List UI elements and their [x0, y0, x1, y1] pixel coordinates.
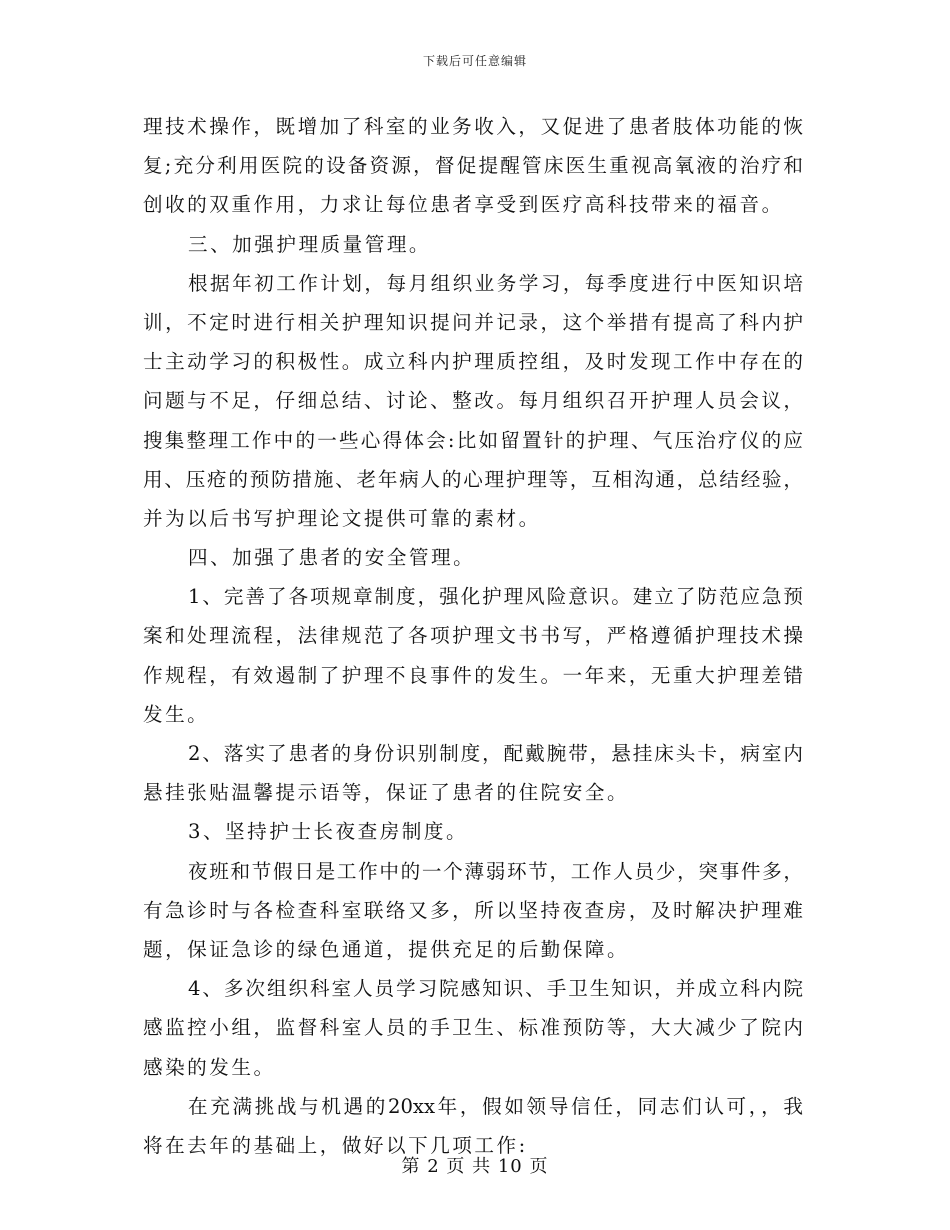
- text-line: 感监控小组，监督科室人员的手卫生、标准预防等，大大减少了院内: [143, 1016, 803, 1040]
- document-body: [143, 107, 803, 1165]
- text-line: 创收的双重作用，力求让每位患者享受到医疗高科技带来的福音。: [143, 193, 784, 217]
- text-line: 用、压疮的预防措施、老年病人的心理护理等，互相沟通，总结经验，: [143, 467, 803, 491]
- text-line: 在充满挑战与机遇的20xx年，假如领导信任，同志们认可，，我: [188, 1094, 803, 1118]
- text-line: 1、完善了各项规章制度，强化护理风险意识。建立了防范应急预: [188, 585, 803, 609]
- text-line: 2、落实了患者的身份识别制度，配戴腕带，悬挂床头卡，病室内: [188, 742, 803, 765]
- text-line: 将在去年的基础上，做好以下几项工作:: [143, 1133, 528, 1157]
- text-line: 夜班和节假日是工作中的一个薄弱环节，工作人员少，突事件多，: [188, 859, 803, 883]
- text-line: 有急诊时与各检查科室联络又多，所以坚持夜查房，及时解决护理难: [143, 898, 803, 922]
- text-line: 训，不定时进行相关护理知识提问并记录，这个举措有提高了科内护: [143, 310, 803, 334]
- text-line: 理技术操作，既增加了科室的业务收入，又促进了患者肢体功能的恢: [143, 115, 803, 138]
- text-line: 发生。: [143, 702, 210, 726]
- text-line: 并为以后书写护理论文提供可靠的素材。: [143, 506, 541, 530]
- text-line: 四、加强了患者的安全管理。: [188, 546, 476, 570]
- text-line: 搜集整理工作中的一些心得体会:比如留置针的护理、气压治疗仪的应: [143, 428, 803, 452]
- text-line: 根据年初工作计划，每月组织业务学习，每季度进行中医知识培: [188, 271, 803, 295]
- text-line: 士主动学习的积极性。成立科内护理质控组，及时发现工作中存在的: [143, 350, 803, 374]
- text-line: 作规程，有效遏制了护理不良事件的发生。一年来，无重大护理差错: [143, 663, 803, 687]
- page-header: 下载后可任意编辑: [422, 54, 527, 68]
- page-footer: 第 2 页 共 10 页: [401, 1156, 549, 1177]
- text-line: 3、坚持护士长夜查房制度。: [188, 820, 469, 844]
- text-line: 4、多次组织科室人员学习院感知识、手卫生知识，并成立科内院: [188, 977, 803, 1001]
- text-line: 三、加强护理质量管理。: [188, 232, 432, 256]
- text-line: 问题与不足，仔细总结、讨论、整改。每月组织召开护理人员会议，: [143, 389, 803, 413]
- text-line: 复;充分利用医院的设备资源，督促提醒管床医生重视高氧液的治疗和: [143, 154, 803, 178]
- text-line: 题，保证急诊的绿色通道，提供充足的后勤保障。: [143, 937, 630, 961]
- text-line: 感染的发生。: [143, 1055, 276, 1079]
- text-line: 案和处理流程，法律规范了各项护理文书书写，严格遵循护理技术操: [143, 624, 803, 648]
- text-line: 悬挂张贴温馨提示语等，保证了患者的住院安全。: [143, 781, 630, 805]
